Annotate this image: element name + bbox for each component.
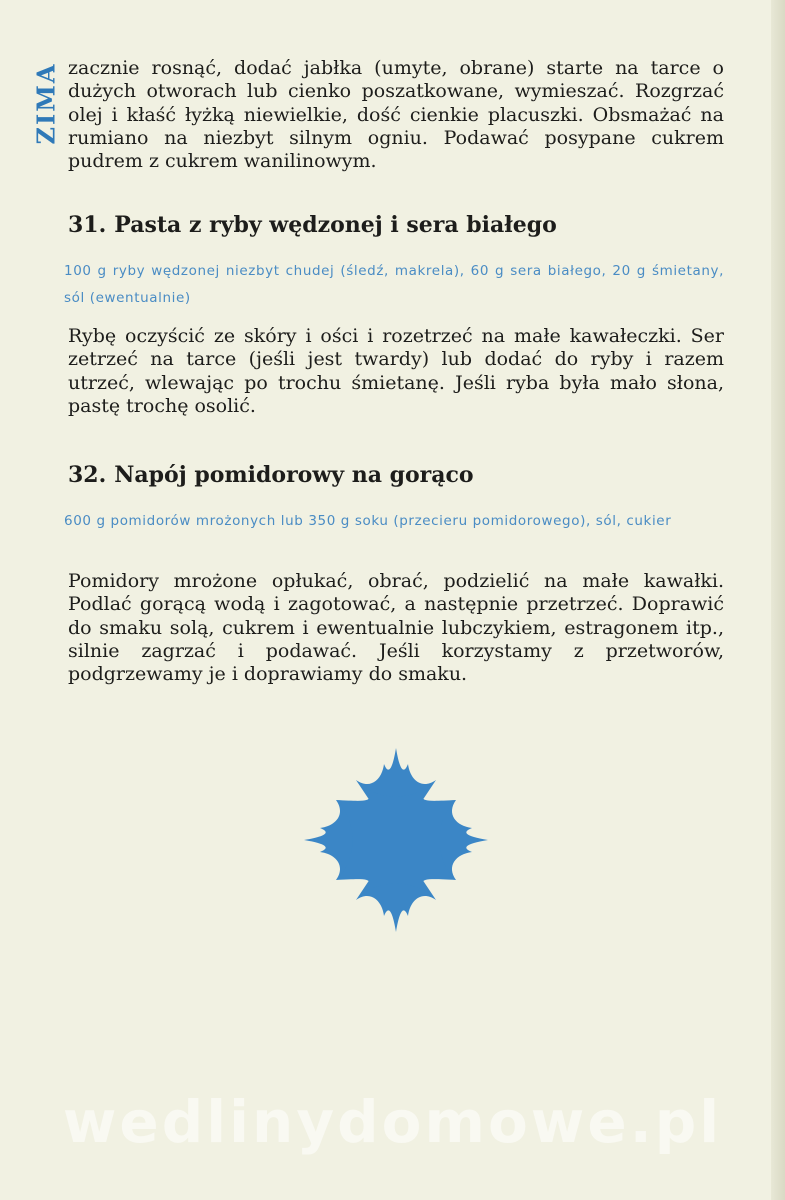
page-edge (771, 0, 785, 1200)
recipe-32-number: 32. (68, 462, 107, 488)
recipe-32-heading (68, 461, 724, 489)
intro-paragraph: zacznie rosnąć, dodać jabłka (umyte, obrane) starte na tarce o dużych otworach lub cienko poszatkowane, wymieszać. Rozgrzać olej i kłaść łyżką niewielkie, dość cienkie placuszki. Obsmażać na rumiano na niezbyt silnym ogniu. Podawać posypane cukrem pudrem z cukrem wanilinowym. (68, 57, 724, 173)
recipe-31-number: 31. (68, 212, 107, 238)
recipe-31-heading (68, 211, 724, 239)
section-label-text: ZIMA (31, 62, 61, 144)
recipe-31-title: Pasta z ryby wędzonej i sera białego (114, 212, 557, 238)
recipe-32-ingredients: 600 g pomidorów mrożonych lub 350 g soku (przecieru pomidorowego), sól, cukier (64, 513, 672, 529)
recipe-32-instructions: Pomidory mrożone opłukać, obrać, podzielić na małe kawałki. Podlać gorącą wodą i zagotować, a następnie przetrzeć. Doprawić do smaku solą, cukrem i ewentualnie lubczykiem, estragonem itp., silnie zagrzać i podawać. Jeśli korzystamy z przetworów, podgrzewamy je i doprawiamy do smaku. (68, 570, 724, 686)
watermark: wedlinydomowe.pl (62, 1088, 723, 1156)
recipe-32-title: Napój pomidorowy na gorąco (114, 462, 474, 488)
recipe-31-ingredients: 100 g ryby wędzonej niezbyt chudej (śledź, makrela), 60 g sera białego, 20 g śmietany, sól (ewentualnie) (64, 263, 724, 306)
snowflake-ornament-icon (296, 740, 496, 940)
recipe-31-instructions: Rybę oczyścić ze skóry i ości i rozetrzeć na małe kawałeczki. Ser zetrzeć na tarce (jeśli jest twardy) lub dodać do ryby i razem utrzeć, wlewając po trochu śmietanę. Jeśli ryba była mało słona, pastę trochę osolić. (68, 325, 724, 417)
section-label (33, 58, 59, 148)
